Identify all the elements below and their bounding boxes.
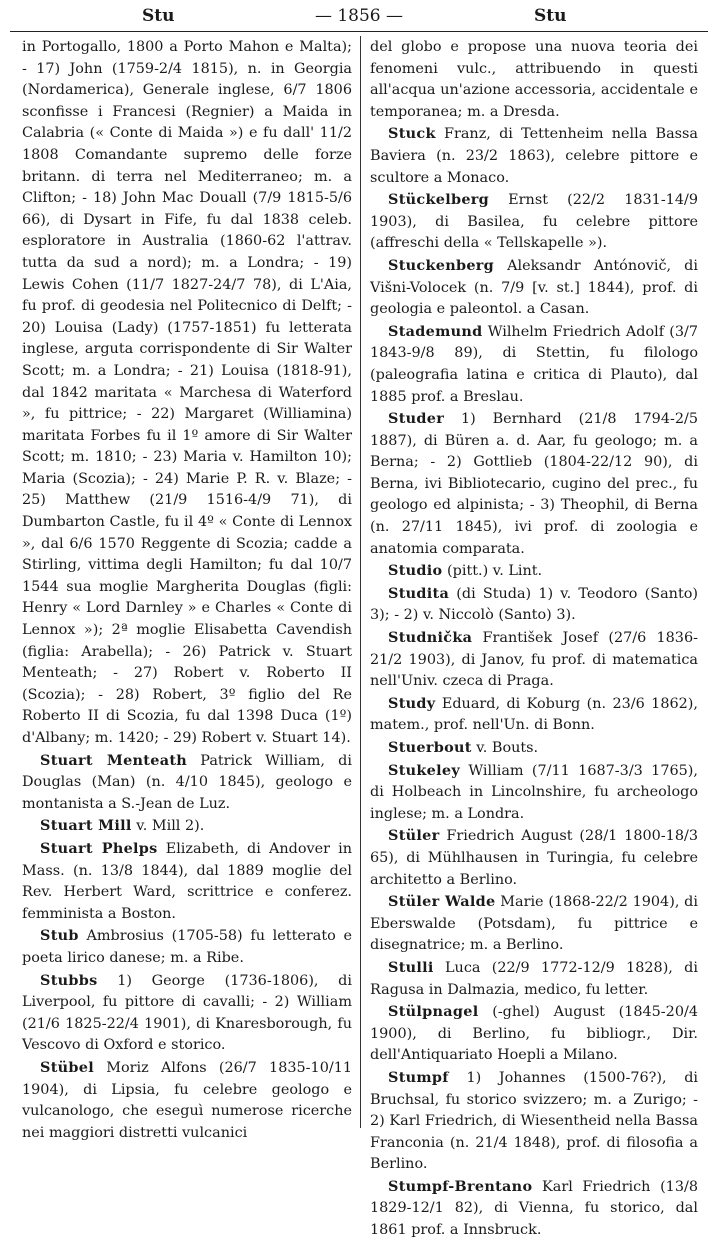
- page-number: — 1856 —: [314, 6, 404, 26]
- headword: Stuckenberg: [388, 256, 495, 274]
- entry-text: František Josef (27/6 1836-21/2 1903), di Janov, fu prof. di matematica nell'Univ. czeca di Praga.: [370, 630, 698, 690]
- headword: Stulli: [388, 958, 434, 976]
- entry: [370, 408, 698, 560]
- entry-text: (-ghel) August (1845-20/4 1900), di Berlino, fu bibliogr., Dir. dell'Antiquariato Hoepli a Milano.: [370, 1004, 698, 1064]
- entry: [370, 560, 698, 583]
- headword: Stuck: [388, 125, 436, 143]
- entry: [370, 825, 698, 891]
- headword: Stüler Walde: [388, 893, 496, 911]
- headword: Stuerbout: [388, 739, 472, 756]
- headword: Studita: [388, 584, 450, 602]
- headword: Studer: [388, 410, 445, 428]
- entry: [370, 255, 698, 321]
- headword: Stuart Mill: [40, 817, 132, 835]
- entry: [370, 760, 698, 826]
- entry-text: 1) George (1736-1806), di Liverpool, fu pittore di cavalli; - 2) William (21/6 1825-22/4 1901), di Knaresborough, fu Vescovo di Oxford e storico.: [22, 972, 352, 1054]
- running-head-right: Stu: [534, 6, 567, 26]
- entry-text: Elizabeth, di Andover in Mass. (n. 13/8 1844), dal 1889 moglie del Rev. Herbert Ward, scrittrice e conferez. femminista a Boston.: [22, 840, 352, 922]
- entry-text: del globo e propose una nuova teoria dei fenomeni vulc., attribuendo in questi all'acqua un'azione accessoria, accidentale e temporanea; m. a Dresda.: [370, 39, 698, 120]
- entry: [22, 970, 352, 1057]
- headword: Stumpf-Brentano: [388, 1177, 533, 1195]
- entry-text: Wilhelm Friedrich Adolf (3/7 1843-9/8 89), di Stettin, fu filologo (paleografia latina e critica di Plauto), dal 1885 prof. a Breslau.: [370, 323, 698, 405]
- entry: [22, 815, 352, 838]
- entry-text: Friedrich August (28/1 1800-18/3 65), di Mühlhausen in Turingia, fu celebre architetto a Berlino.: [370, 828, 698, 888]
- headword: Stuart Menteath: [40, 751, 188, 769]
- headword: Stüler: [388, 827, 440, 845]
- headword: Studio: [388, 562, 443, 580]
- entry: [22, 1057, 352, 1144]
- headword: Stumpf: [388, 1068, 449, 1086]
- entry-text: v. Bouts.: [476, 740, 539, 756]
- entry-text: Moriz Alfons (26/7 1835-10/11 1904), di Lipsia, fu celebre geologo e vulcanologo, che eseguì numerose ricerche nei maggiori distretti vulcanici: [22, 1059, 353, 1141]
- headword: Stückelberg: [388, 191, 490, 209]
- headword: Stuart Phelps: [40, 839, 158, 857]
- page-header: [12, 4, 706, 30]
- entry-text: Luca (22/9 1772-12/9 1828), di Ragusa in Dalmazia, medico, fu letter.: [370, 959, 698, 998]
- headword: Stubbs: [40, 971, 98, 989]
- entry: [22, 838, 352, 925]
- entry: [22, 925, 352, 969]
- entry: [22, 750, 352, 816]
- headword: Study: [388, 694, 436, 712]
- entry: [370, 737, 698, 760]
- running-head-left: Stu: [142, 6, 175, 26]
- entry: [370, 1067, 698, 1176]
- entry: [370, 891, 698, 957]
- entry-text: William (7/11 1687-3/3 1765), di Holbeach in Lincolnshire, fu archeologo inglese; m. a Londra.: [370, 762, 698, 822]
- entry: [22, 36, 352, 750]
- entry: [370, 123, 698, 189]
- entry-text: 1) Bernhard (21/8 1794-2/5 1887), di Büren a. d. Aar, fu geologo; m. a Berna; - 2) Gottlieb (1804-22/12 90), di Berna, ivi Bibliotecario, cugino del prec., fu geologo ed alpinista; - 3) Theophil, di Berna (n. 27/11 1845), ivi prof. di zoologia e anatomia comparata.: [370, 411, 698, 557]
- entry-text: Aleksandr Antónovič, di Višni-Volocek (n. 7/9 [v. st.] 1844), prof. di geologia e paleontol. a Casan.: [370, 257, 698, 318]
- entry-text: v. Mill 2).: [136, 818, 205, 835]
- entry: [370, 1001, 698, 1067]
- entry-text: Ambrosius (1705-58) fu letterato e poeta lirico danese; m. a Ribe.: [22, 928, 352, 966]
- entry-text: Patrick William, di Douglas (Man) (n. 4/10 1845), geologo e montanista a S.-Jean de Luz.: [22, 752, 352, 812]
- entry-text: Franz, di Tettenheim nella Bassa Baviera (n. 23/2 1863), celebre pittore e scultore a Monaco.: [370, 126, 699, 186]
- left-column: [22, 36, 353, 1141]
- entry-text: Marie (1868-22/2 1904), di Eberswalde (Potsdam), fu pittrice e disegnatrice; m. a Berlino.: [370, 894, 698, 954]
- headword: Stademund: [388, 322, 483, 340]
- entry: [370, 583, 698, 627]
- headword: Studnička: [388, 629, 473, 647]
- column-divider: [360, 36, 361, 1128]
- header-rule: [10, 31, 708, 32]
- headword: Stub: [40, 927, 79, 945]
- entry: [370, 36, 698, 123]
- headword: Stukeley: [388, 761, 461, 779]
- entry: [370, 321, 698, 408]
- entry-text: Eduard, di Koburg (n. 23/6 1862), matem., prof. nell'Un. di Bonn.: [370, 695, 698, 734]
- entry-text: Karl Friedrich (13/8 1829-12/1 82), di Vienna, fu storico, dal 1861 prof. a Innsbruck.: [370, 1178, 698, 1239]
- right-column: [370, 36, 699, 1239]
- entry-text: 1) Johannes (1500-76?), di Bruchsal, fu storico svizzero; m. a Zurigo; - 2) Karl Friedrich, di Wiesentheid nella Bassa Franconia (n. 21/4 1848), prof. di filosofia a Berlino.: [370, 1069, 699, 1173]
- entry: [370, 627, 698, 693]
- headword: Stübel: [40, 1058, 94, 1076]
- entry-text: (pitt.) v. Lint.: [447, 563, 543, 580]
- entry-text: in Portogallo, 1800 a Porto Mahon e Malta); - 17) John (1759-2/4 1815), n. in Georgia (Nordamerica), Generale inglese, 6/7 1806 sconfisse i Francesi (Regnier) a Maida in Calabria (« Conte di Maida ») e fu dall' 11/2 1808 Comandante supremo delle forze britann. di terra nel Mediterraneo; m. a Clifton; - 18) John Mac Douall (7/9 1815-5/6 66), di Dysart in Fife, fu dal 1838 celeb. esploratore in Australia (1860-62 l'attrav. tutta da sud a nord); m. a Londra; - 19) Lewis Cohen (11/7 1827-24/7 78), di L'Aia, fu prof. di geodesia nel Politecnico di Delft; - 20) Louisa (Lady) (1757-1851) fu letterata inglese, arguta corrispondente di Sir Walter Scott; m. a Londra; - 21) Louisa (1818-91), dal 1842 maritata « Marchesa di Waterford », fu pittrice; - 22) Margaret (Williamina) maritata Forbes fu il 1º amore di Sir Walter Scott; m. 1810; - 23) Maria v. Hamilton 10); Maria (Scozia); - 24) Marie P. R. v. Blaze; - 25) Matthew (21/9 1516-4/9 71), di Dumbarton Castle, fu il 4º « Conte di Lennox », dal 6/6 1570 Reggente di Scozia; cadde a Stirling, vittima degli Hamilton; fu dal 10/7 1544 sua moglie Margherita Douglas (figli: Henry « Lord Darnley » e Charles « Conte di Lennox »); 2ª moglie Elisabetta Cavendish (figlia: Arabella); - 26) Patrick v. Stuart Menteath; - 27) Robert v. Roberto II (Scozia); - 28) Robert, 3º figlio del Re Roberto II di Scozia, fu dal 1398 Duca (1º) d'Albany; m. 1420; - 29) Robert v. Stuart 14).: [22, 39, 352, 746]
- entry: [370, 1176, 698, 1242]
- entry-text: Ernst (22/2 1831-14/9 1903), di Basilea, fu celebre pittore (affreschi della « Tellskapelle »).: [370, 192, 698, 252]
- entry: [370, 189, 698, 255]
- entry-text: (di Studa) 1) v. Teodoro (Santo) 3); - 2) v. Niccolò (Santo) 3).: [370, 585, 698, 624]
- entry: [370, 693, 698, 737]
- entry: [370, 957, 698, 1001]
- headword: Stülpnagel: [388, 1003, 479, 1021]
